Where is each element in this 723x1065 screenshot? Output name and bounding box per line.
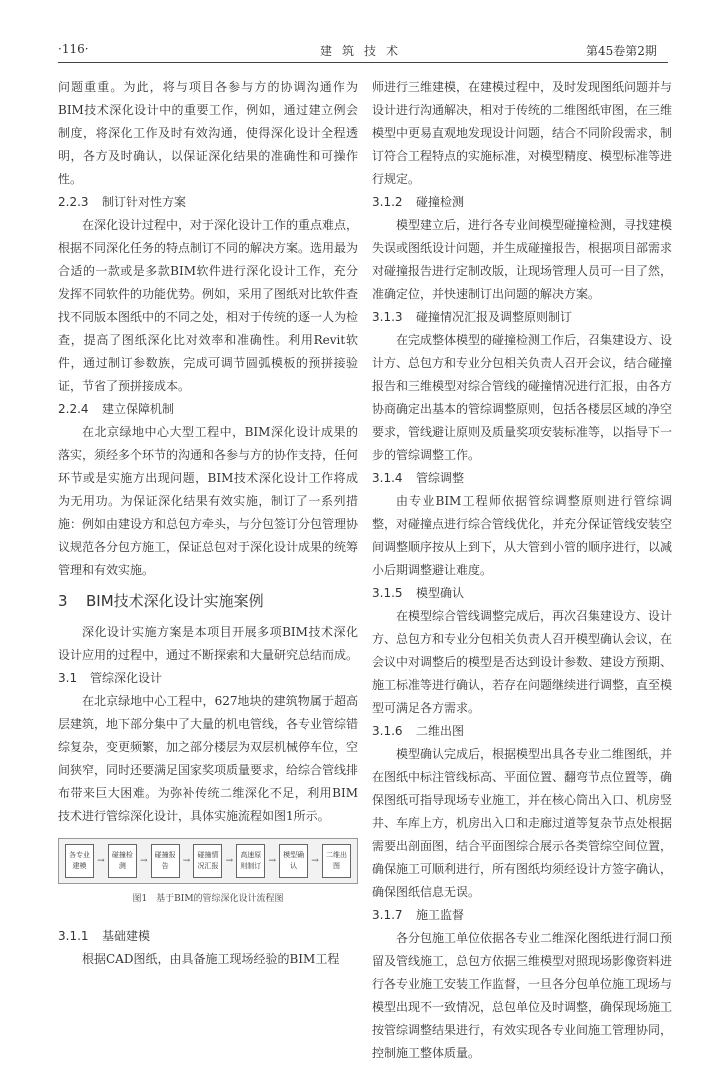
section-heading: 3.1.1 基础建模 (58, 929, 151, 943)
flow-box: 各专业建模 (65, 844, 94, 878)
arrow-icon: → (182, 855, 191, 866)
flow-box: 二维出图 (322, 844, 351, 878)
page-number: ·116· (58, 42, 89, 56)
flow-box: 碰撞报告 (151, 844, 180, 878)
arrow-icon: → (139, 855, 148, 866)
section-heading: 3.1.5 模型确认 (372, 586, 465, 600)
paragraph: 根据CAD图纸，由具备施工现场经验的BIM工程 (82, 952, 340, 966)
section-heading: 2.2.3 制订针对性方案 (58, 195, 187, 209)
paragraph: 模型确认完成后，根据模型出具各专业二维图纸，并在图纸中标注管线标高、平面位置、翻弯节点位置等，确保图纸可指导现场专业施工，并在核心筒出入口、机房竖井、车库上方，机房出入口和走廊过道等复杂节点处根据需要出剖面图，结合平面图综合展示各类管综空间位置，确保施工可顺利进行，所有图纸均须经设计方签字确认，确保图纸信息无误。 (372, 747, 673, 899)
section-heading: 3.1.4 管综调整 (372, 471, 465, 485)
header-rule (58, 62, 668, 63)
paragraph: 问题重重。为此，将与项目各参与方的协调沟通作为BIM技术深化设计中的重要工作，例如，通过建立例会制度，将深化工作及时有效沟通，使得深化设计全程透明，各方及时确认，以保证深化结果的准确性和可操作性。 (58, 80, 358, 186)
paragraph: 在模型综合管线调整完成后，再次召集建设方、设计方、总包方和专业分包相关负责人召开模型确认会议，在会议中对调整后的模型是否达到设计参数、建设方预期、施工标准等进行确认，若存在问题继续进行调整，直至模型可满足各方需求。 (372, 609, 673, 715)
paragraph: 在北京绿地中心大型工程中，BIM深化设计成果的落实，须经多个环节的沟通和各参与方的协作支持，任何环节或是实施方出现问题，BIM技术深化设计工作将成为无用功。为保证深化结果有效实施，制订了一系列措施：例如由建设方和总包方牵头，与分包签订分包管理协议规范各分包方施工，保证总包对于深化设计成果的统筹管理和有效实施。 (58, 425, 359, 577)
flowchart-figure (58, 838, 358, 884)
paragraph: 各分包施工单位依据各专业二维深化图纸进行洞口预留及管线施工，总包方依据三维模型对照现场影像资料进行各专业施工安装工作监督，一旦各分包单位施工现场与模型出现不一致情况，总包单位及时调整，确保现场施工按管综调整结果进行，有效实现各专业间施工管理协同，控制施工整体质量。 (372, 931, 673, 1060)
paragraph: 深化设计实施方案是本项目开展多项BIM技术深化设计应用的过程中，通过不断探索和大量研究总结而成。 (58, 625, 359, 662)
arrow-icon: → (225, 855, 234, 866)
arrow-icon: → (268, 855, 276, 866)
arrow-icon: → (311, 855, 319, 866)
section-heading: 3.1.3 碰撞情况汇报及调整原则制订 (372, 310, 573, 324)
right-column (372, 76, 672, 1065)
flow-box: 模型确认 (279, 844, 308, 878)
paragraph: 由专业BIM工程师依据管综调整原则进行管综调整，对碰撞点进行综合管线优化，并充分保证管线安装空间调整顺序按从上到下，从大管到小管的顺序进行，以减小后期调整避让难度。 (372, 494, 673, 577)
paragraph: 在北京绿地中心工程中，627地块的建筑物属于超高层建筑，地下部分集中了大量的机电管线，各专业管综错综复杂，变更频繁，加之部分楼层为双层机械停车位，空间狭窄，同时还要满足国家奖项质量要求，给综合管线排布带来巨大困难。为弥补传统二维深化不足，利用BIM技术进行管综深化设计，具体实施流程如图1所示。 (58, 694, 359, 823)
section-heading: 3.1 管综深化设计 (58, 671, 163, 685)
paragraph: 师进行三维建模，在建模过程中，及时发现图纸问题并与设计进行沟通解决，相对于传统的二维图纸审图，在三维模型中更易直观地发现设计问题，结合不同阶段需求，制订符合工程特点的实施标准，对模型精度、模型标准等进行规定。 (372, 80, 673, 186)
flow-box: 碰撞检测 (108, 844, 137, 878)
page-header (0, 40, 723, 60)
issue-info: 第45卷第2期 (586, 44, 657, 58)
paragraph: 在深化设计过程中，对于深化设计工作的重点难点，根据不同深化任务的特点制订不同的解决方案。选用最为合适的一款或是多款BIM软件进行深化设计工作，充分发挥不同软件的功能优势。例如，采用了图纸对比软件查找不同版本图纸中的不同之处，相对于传统的逐一人为检查，提高了图纸深化比对效率和准确性。利用Revit软件，通过制订参数族，完成可调节圆弧模板的预拼接验证，节省了预拼接成本。 (58, 218, 359, 393)
flow-box: 高速原则制订 (236, 844, 265, 878)
chapter-heading: 3 BIM技术深化设计实施案例 (58, 592, 264, 610)
figure-caption: 图1 基于BIM的管综深化设计流程图 (132, 894, 284, 904)
arrow-icon: → (97, 855, 105, 866)
paragraph: 在完成整体模型的碰撞检测工作后，召集建设方、设计方、总包方和专业分包相关负责人召开会议，结合碰撞报告和三维模型对综合管线的碰撞情况进行汇报，由各方协商确定出基本的管综调整原则，包括各楼层区域的净空要求，管线避让原则及质量奖项安装标准等，以指导下一步的管综调整工作。 (372, 333, 673, 462)
section-heading: 2.2.4 建立保障机制 (58, 402, 175, 416)
section-heading: 3.1.6 二维出图 (372, 724, 465, 738)
left-column (58, 76, 358, 971)
section-heading: 3.1.2 碰撞检测 (372, 195, 465, 209)
section-heading: 3.1.7 施工监督 (372, 908, 465, 922)
journal-name: 建筑技术 (320, 44, 409, 58)
paragraph: 模型建立后，进行各专业间模型碰撞检测，寻找建模失误或图纸设计问题，并生成碰撞报告，根据项目部需求对碰撞报告进行定制改版，让现场管理人员可一目了然，准确定位，并快速制订出问题的解决方案。 (372, 218, 673, 301)
flow-box: 碰撞情况汇报 (193, 844, 222, 878)
